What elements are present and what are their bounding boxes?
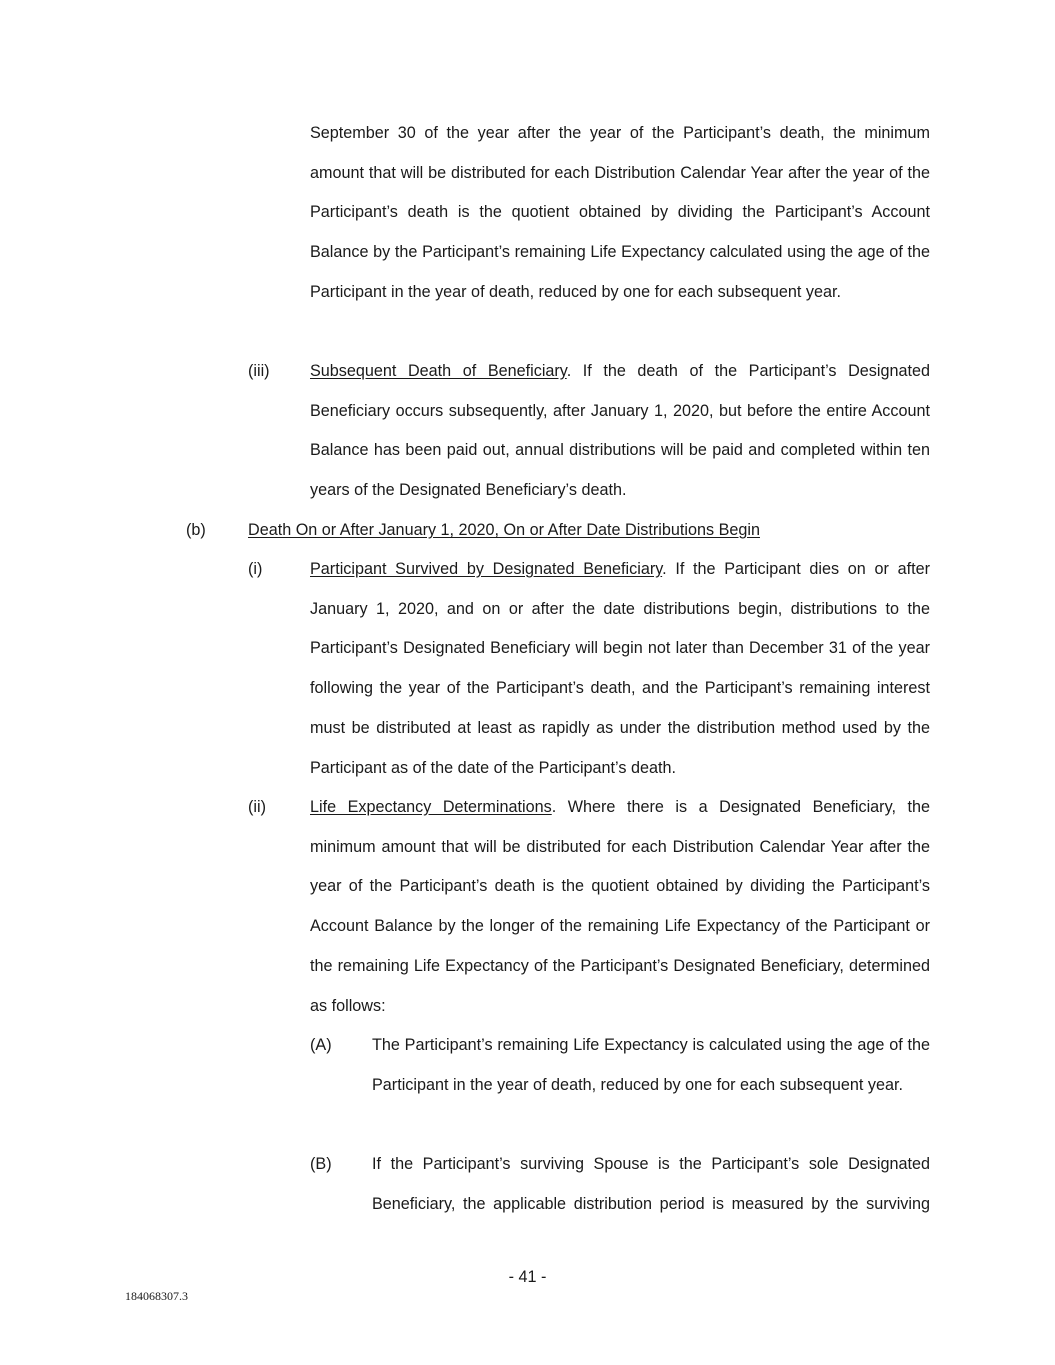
- item-ii-label: (ii): [248, 798, 266, 816]
- item-a-paragraph: The Participant’s remaining Life Expectancy is calculated using the age of the Participant in the year of death, reduced by one for each subsequent year.: [372, 1036, 930, 1094]
- section-b-heading: Death On or After January 1, 2020, On or After Date Distributions Begin: [248, 521, 760, 539]
- item-b-paragraph: If the Participant’s surviving Spouse is the Participant’s sole Designated Beneficiary, the applicable distribution period is measured by the surviving: [372, 1155, 930, 1213]
- item-iii-label: (iii): [248, 362, 270, 380]
- item-i-label: (i): [248, 560, 263, 578]
- item-iii-paragraph: [310, 352, 930, 511]
- document-id: 184068307.3: [125, 1289, 188, 1303]
- item-a-label: (A): [310, 1036, 332, 1054]
- item-ii-paragraph: [310, 788, 930, 1026]
- item-ii-title: Life Expectancy Determinations: [310, 798, 552, 816]
- item-i-title: Participant Survived by Designated Beneficiary: [310, 560, 663, 578]
- item-i-paragraph: [310, 550, 930, 788]
- item-ii-text: . Where there is a Designated Beneficiary, the minimum amount that will be distributed for each Distribution Calendar Year after the year of the Participant’s death is the quotient obtained by dividing the Participant’s Account Balance by the longer of the remaining Life Expectancy of the Participant or the remaining Life Expectancy of the Participant’s Designated Beneficiary, determined as follows:: [310, 798, 930, 1015]
- item-i-text: . If the Participant dies on or after January 1, 2020, and on or after the date distributions begin, distributions to the Participant’s Designated Beneficiary will begin not later than December 31 of the year following the year of the Participant’s death, and the Participant’s remaining interest must be distributed at least as rapidly as under the distribution method used by the Participant as of the date of the Participant’s death.: [310, 560, 930, 777]
- item-iii-title: Subsequent Death of Beneficiary: [310, 362, 567, 380]
- page-number: - 41 -: [508, 1268, 547, 1286]
- continuation-paragraph: September 30 of the year after the year of the Participant’s death, the minimum amount that will be distributed for each Distribution Calendar Year after the year of the Participant’s death is the quotient obtained by dividing the Participant’s Account Balance by the Participant’s remaining Life Expectancy calculated using the age of the Participant in the year of death, reduced by one for each subsequent year.: [310, 124, 930, 301]
- item-b-label: (B): [310, 1155, 332, 1173]
- section-b-label: (b): [186, 521, 206, 539]
- item-iii-text: . If the death of the Participant’s Designated Beneficiary occurs subsequently, after January 1, 2020, but before the entire Account Balance has been paid out, annual distributions will be paid and completed within ten years of the Designated Beneficiary’s death.: [310, 362, 930, 500]
